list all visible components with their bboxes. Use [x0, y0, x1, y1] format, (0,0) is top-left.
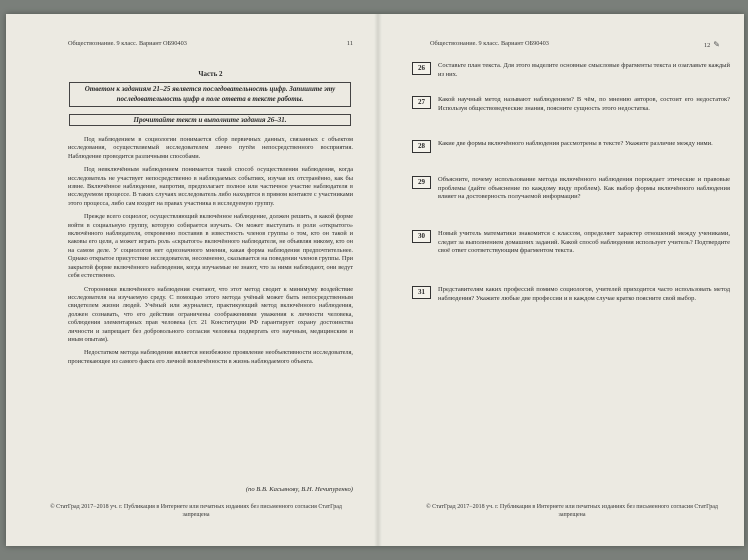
- read-instruction-box: Прочитайте текст и выполните задания 26–31.: [69, 114, 351, 126]
- task-question: Какой научный метод называют наблюдением? В чём, по мнению авторов, состоит его недостаток? Используя обществоведческие знания, поясните сущность этого недостатка.: [438, 96, 730, 112]
- exam-booklet-spread: [6, 14, 744, 546]
- paragraph: Под наблюдением в социологии понимается сбор первичных данных, связанных с объектом исследования, осуществляемый исследователем лично путём непосредственного восприятия. Наблюдение проводится различными способами.: [68, 136, 353, 160]
- header-subject: Обществознание. 9 класс. Вариант ОБ90403: [430, 40, 549, 47]
- right-page-footer: © СтатГрад 2017−2018 уч. г. Публикация в Интернете или печатных изданиях без письменного согласия СтатГрад запрещена: [426, 504, 718, 518]
- page-number: 12: [704, 42, 711, 49]
- task-number-box: 30: [412, 230, 431, 243]
- task-question: Представителям каких профессий помимо социологов, учителей приходится часто использовать метод наблюдения? Укажите любые две профессии и в каждом случае кратко поясните свой выбор.: [438, 286, 730, 302]
- paragraph: Прежде всего социолог, осуществляющий включённое наблюдение, должен решить, в какой форме войти в социальную группу, которую собирается изучать. Он может выступать в роли «открытого» включённого наблюдателя, откровенно поставив в известность членов группы о том, кто он такой и каковы его цели, а может играть роль «скрытого» включённого наблюдателя, не объявляя никому, кто он на самом деле. У социологов нет однозначного мнения, какая форма наблюдения предпочтительнее. Однако открытое присутствие исследователя, несомненно, сказывается на поведении членов группы. При закрытой форме включённого наблюдения, когда изучаемые не знают, что за ними наблюдают, они ведут себя естественно.: [68, 213, 353, 280]
- left-page-footer: © СтатГрад 2017−2018 уч. г. Публикация в Интернете или печатных изданиях без письменного согласия СтатГрад запрещена: [50, 504, 342, 518]
- paragraph: Сторонники включённого наблюдения считают, что этот метод сводит к минимуму воздействие исследователя на изучаемую среду. С помощью этого метода учёный может быть непосредственным свидетелем жизни людей. Учёный или журналист, практикующий метод включённого наблюдения, должен сознавать, что его действия ограничены соображениями уважения к личности человека, соблюдения элементарных прав человека (ст. 21 Конституции РФ гарантирует охрану достоинства личности и запрещает без добровольного согласия человека подвергать его научным, медицинским и иным опытам).: [68, 285, 353, 343]
- task-26: [412, 62, 730, 79]
- page-number-group: [704, 40, 720, 49]
- text-source: (по В.В. Касьянову, В.Н. Нечипуренко): [245, 486, 353, 493]
- page-number: 11: [346, 40, 353, 47]
- task-28: [412, 140, 730, 153]
- task-30: [412, 230, 730, 256]
- task-31: [412, 286, 730, 303]
- paragraph: Под невключённым наблюдением понимается такой способ осуществления наблюдения, когда исследователь не участвует непосредственно в наблюдаемых событиях, изучая их отстранённо, как бы извне. Включённое наблюдение, напротив, предполагает полное или частичное участие наблюдателя в исследуемом процессе. В таких случаях исследователь либо находится в прямом контакте с участниками этого процесса, либо сам входит на правах участника в исследуемую группу.: [68, 166, 353, 207]
- right-page: [382, 14, 744, 546]
- left-page: [6, 14, 374, 546]
- header-subject: Обществознание. 9 класс. Вариант ОБ90403: [68, 40, 187, 47]
- task-question: Какие две формы включённого наблюдения рассмотрены в тексте? Укажите различие между ними.: [438, 140, 713, 147]
- paragraph: Недостатком метода наблюдения является неизбежное проявление необъективности исследователя, проистекающее из самого факта его личной вовлечённости в жизнь наблюдаемого объекта.: [68, 349, 353, 365]
- task-number-box: 27: [412, 96, 431, 109]
- task-27: [412, 96, 730, 113]
- part-title: Часть 2: [198, 70, 223, 78]
- task-number-box: 31: [412, 286, 431, 299]
- instruction-box: Ответом к заданиям 21–25 является последовательность цифр. Запишите эту последовательность цифр в поле ответа в тексте работы.: [69, 82, 351, 107]
- pen-mark-icon: ✎: [713, 40, 720, 49]
- task-question: Составьте план текста. Для этого выделите основные смысловые фрагменты текста и озаглавьте каждый из них.: [438, 62, 730, 78]
- page-fold: [374, 14, 382, 546]
- right-page-header: [430, 40, 720, 49]
- task-number-box: 26: [412, 62, 431, 75]
- reading-text: [68, 136, 353, 371]
- task-number-box: 28: [412, 140, 431, 153]
- task-question: Объясните, почему использование метода включённого наблюдения порождает этические и правовые проблемы (дайте объяснение по каждому виду проблем). Как выбор формы включённого наблюдения влияет на достоверность получаемой информации?: [438, 176, 730, 201]
- task-question: Новый учитель математики знакомится с классом, определяет характер отношений между учениками, следит за выполнением домашних заданий. Какой способ наблюдения использует учитель? Подтвердите своё ответ соответствующим фрагментом текста.: [438, 230, 730, 255]
- task-number-box: 29: [412, 176, 431, 189]
- task-29: [412, 176, 730, 202]
- left-page-header: [68, 40, 353, 47]
